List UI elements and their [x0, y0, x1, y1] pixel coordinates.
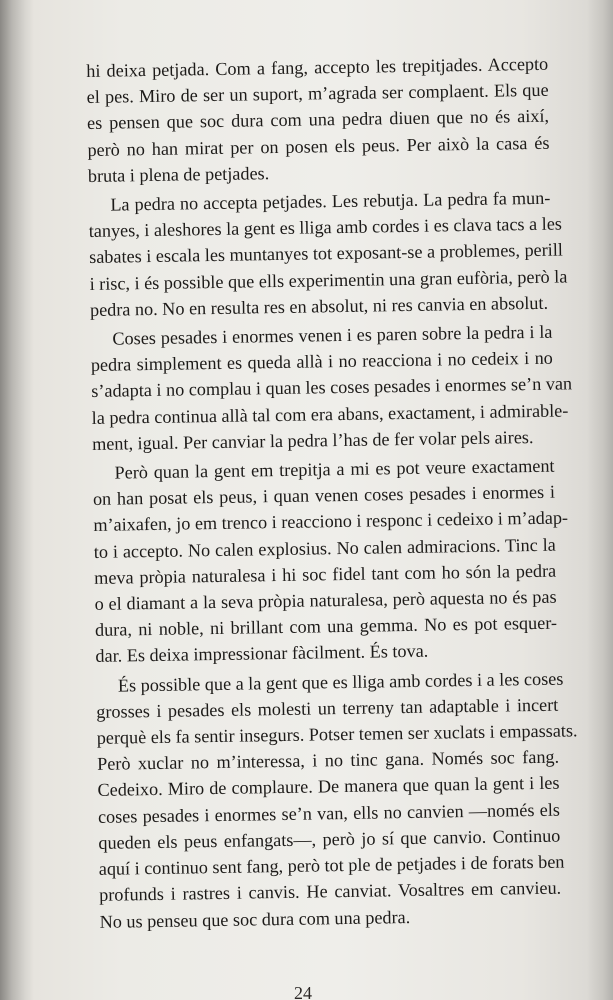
paragraph-3: [90, 319, 573, 457]
text-line: hi deixa petjada. Com a fang, accepto les trepitjades. Accepto: [86, 53, 549, 81]
text-line: coses pesades i enormes se’n van, ells no canvien —només els: [97, 799, 561, 827]
text-line: m’aixafen, jo em trenco i reacciono i responc i cedeixo i m’adap-: [93, 507, 569, 536]
paragraph-2: [88, 185, 568, 323]
text-line: perquè els fa sentir insegurs. Potser temen ser xuclats i empassats.: [96, 720, 578, 748]
paragraph-1: [86, 51, 550, 189]
text-line: ment, igual. Per canviar la pedra l’has de fer volar pels aires.: [91, 426, 534, 454]
paragraph-5: [96, 665, 578, 934]
text-line: Però quan la gent em trepitja a mi es pot veure exactament: [114, 455, 555, 483]
text-line: s’adapta i no complau i quan les coses pesades i enormes se’n van: [91, 373, 573, 402]
text-line: la pedra continua allà tal com era abans, exactament, i admirable-: [91, 400, 569, 428]
text-line: es pensen que soc dura com una pedra diuen que no és així,: [86, 106, 550, 134]
text-line: Però xuclar no m’interessa, i no tinc gana. Només soc fang.: [96, 746, 560, 775]
text-line: És possible que a la gent que es lliga amb cordes i a les coses: [117, 668, 564, 696]
text-line: aquí i continuo sent fang, però tot ple de petjades i de forats ben: [98, 851, 565, 879]
text-line: profunds i rastres i canvis. He canviat. Vosaltres em canvieu.: [99, 877, 562, 906]
body-text: [86, 48, 578, 935]
text-line: tanyes, i aleshores la gent es lliga amb cordes i es clava tacs a les: [88, 213, 563, 242]
text-line: i risc, i és possible que ells experimentin una gran eufòria, però la: [89, 266, 568, 294]
text-line: pedra no. No en resulta res en absolut, ni res canvia en absolut.: [89, 292, 549, 320]
text-line: Cedeixo. Miro de complaure. De manera que quan la gent i les: [97, 773, 560, 801]
text-line: sabates i escala les muntanyes tot exposant-se a problemes, perill: [89, 239, 564, 268]
paragraph-4: [92, 453, 569, 670]
text-line: bruta i plena de petjades.: [87, 162, 270, 186]
text-line: Coses pesades i enormes venen i es paren sobre la pedra i la: [112, 321, 553, 349]
text-line: pedra simplement es queda allà i no reacciona i no cedeix i no: [90, 347, 553, 376]
text-line: o el diamant a la seva pròpia naturalesa, però aquesta no és pas: [94, 586, 557, 614]
page-number: 24: [294, 983, 312, 1000]
text-line: però no han mirat per on posen els peus. Per això la casa és: [87, 132, 550, 160]
text-line: queden els peus enfangats—, però jo sí que canvio. Continuo: [98, 825, 561, 853]
text-line: meva pròpia naturalesa i hi soc fidel tant com ho són la pedra: [94, 560, 557, 588]
book-gutter-shadow: [0, 0, 34, 1000]
text-line: to i accepto. No calen explosius. No calen admiracions. Tinc la: [93, 534, 556, 562]
page-edge-shadow: [587, 0, 613, 1000]
text-line: No us penseu que soc dura com una pedra.: [99, 906, 411, 932]
text-line: el pes. Miro de ser un suport, m’agrada ser complaent. Els que: [86, 79, 549, 108]
text-line: dura, ni noble, ni brillant com una gemma. No es pot esquer-: [94, 612, 558, 641]
text-line: La pedra no accepta petjades. Les rebutja. La pedra fa mun-: [110, 187, 551, 215]
text-line: on han posat els peus, i quan venen coses pesades i enormes i: [92, 481, 556, 510]
text-line: dar. Es deixa impressionar fàcilment. És tova.: [95, 641, 429, 667]
text-line: grosses i pesades els molesti un terreny tan adaptable i incert: [96, 694, 559, 722]
